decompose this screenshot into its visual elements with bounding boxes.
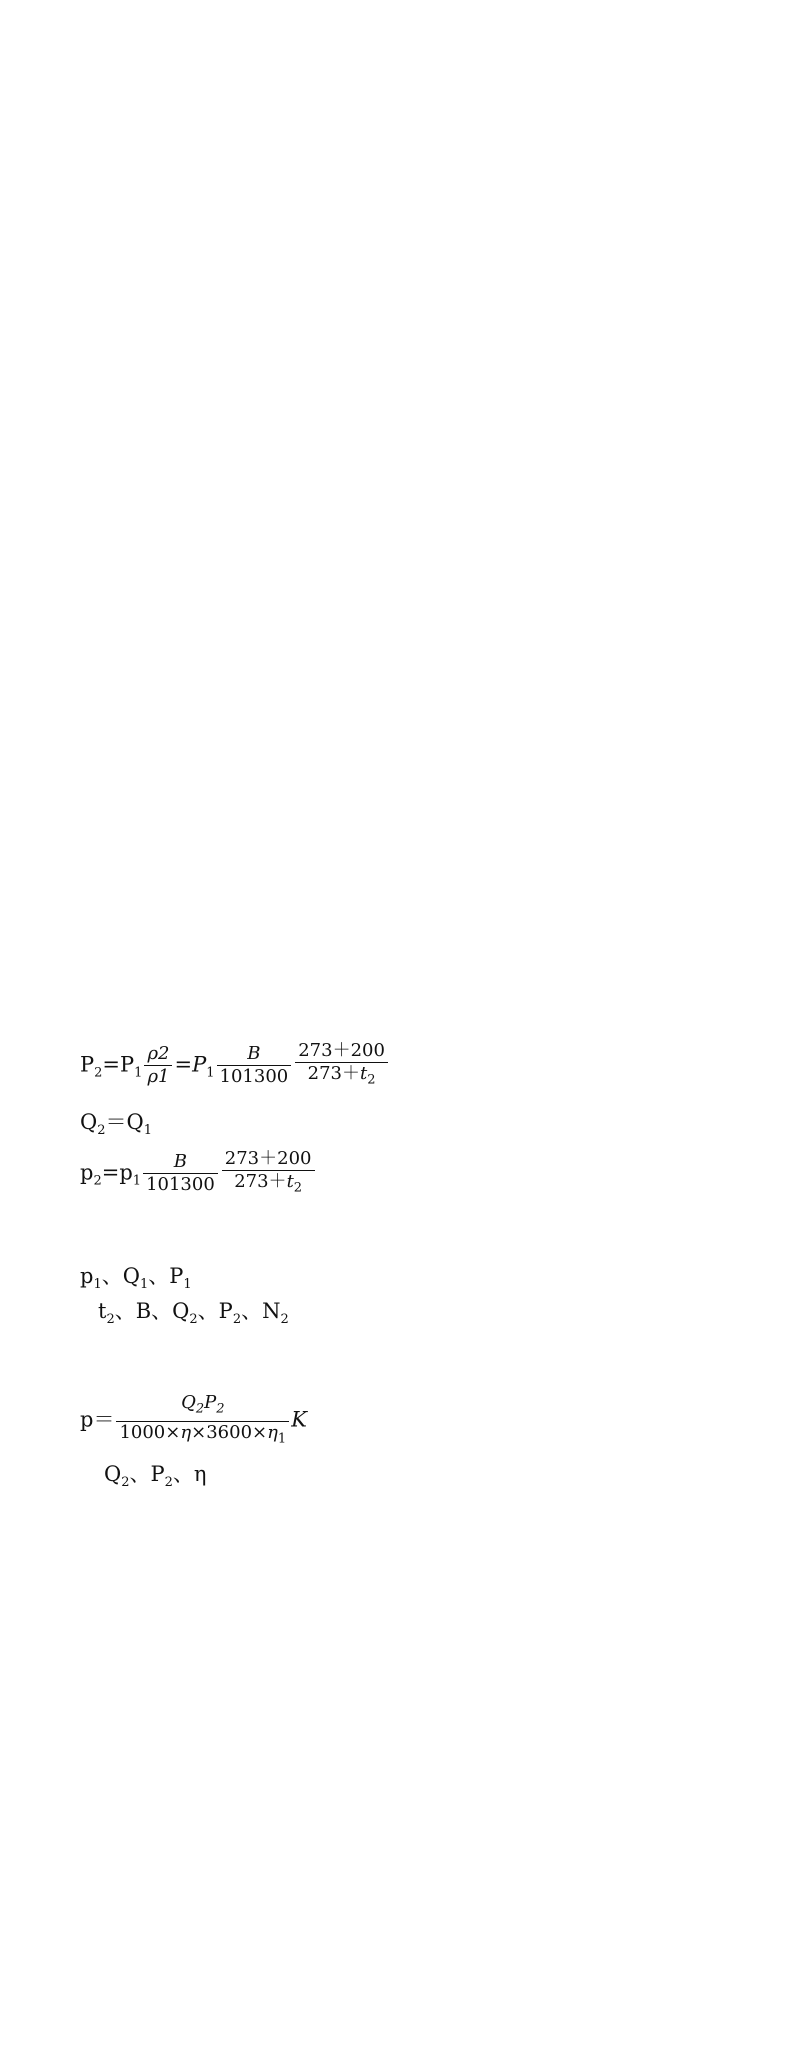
formula-shaft-power: $p_2=p_1$ $\frac{B}{101300}$ $\frac{273+200}{273+t_2}$ (80, 1148, 317, 1200)
formula-required-power: p＝ $\frac{Q_2P_2}{1000\times\eta\times 3600\times\eta_1}$ K (80, 1392, 307, 1447)
formula-total-pressure: $P_2=P_1$ $\frac{\rho 2}{\rho 1}$ $=P_1$ $\frac{B}{101300}$ $\frac{273+200}{273+t_2}$ (80, 1040, 390, 1092)
where-line-2: $t_2$、B、$Q_2$、$P_2$、$N_2$ (98, 1299, 289, 1328)
where-line-1: $p_1$、$Q_1$、$P_1$ (80, 1264, 192, 1293)
formula-flow: $Q_2=Q_1$ (80, 1110, 152, 1139)
where-line-3: $Q_2$、$P_2$、η (104, 1462, 207, 1491)
